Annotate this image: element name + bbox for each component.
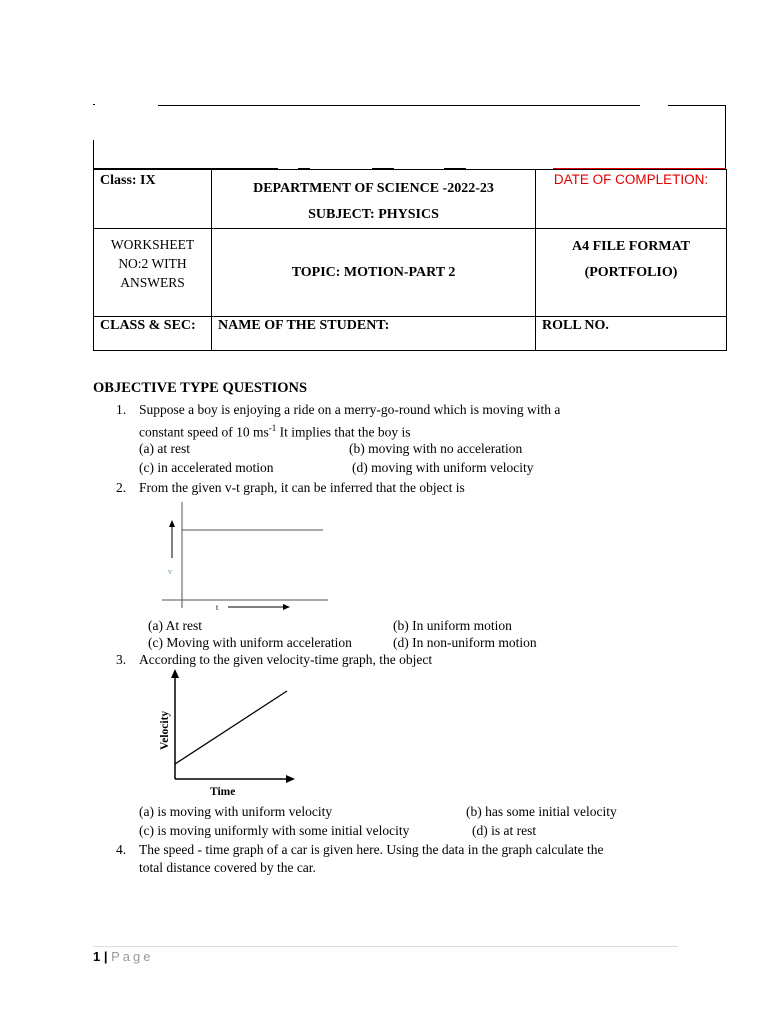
top-rule-left-mark [93, 104, 95, 105]
page-separator: | [103, 949, 108, 964]
page-number: 1 [93, 949, 101, 964]
page-word: Page [111, 949, 154, 964]
question-4-number: 4. [116, 842, 127, 857]
class-cell [94, 170, 212, 229]
class-sec-cell [94, 317, 212, 351]
graph-2-y-arrowhead [169, 520, 175, 527]
student-name-label: NAME OF THE STUDENT: [218, 318, 390, 333]
question-3-text: According to the given velocity-time graph, the object [139, 652, 433, 667]
frame-right-edge [725, 105, 726, 169]
worksheet-cell [94, 229, 212, 317]
department-cell [212, 170, 536, 229]
page-footer [93, 949, 154, 964]
worksheet-label: WORKSHEET NO:2 WITH ANSWERS [110, 237, 195, 290]
graph-2-y-label: v [168, 567, 172, 576]
question-1-option-a: (a) at rest [139, 441, 190, 456]
question-1-option-b: (b) moving with no acceleration [349, 441, 523, 456]
date-cell [536, 170, 727, 229]
question-2-option-c: (c) Moving with uniform acceleration [148, 635, 352, 650]
question-1-line2-a: constant speed of 10 ms [139, 424, 269, 440]
question-2-option-d: (d) In non-uniform motion [393, 635, 537, 650]
top-rule-right [668, 105, 726, 106]
vt-graph-constant [160, 500, 340, 615]
roll-no-label: ROLL NO. [542, 318, 609, 333]
vt-graph-linear [150, 668, 300, 802]
question-1-line1: Suppose a boy is enjoying a ride on a merry-go-round which is moving with a [139, 402, 561, 417]
question-2-option-b: (b) In uniform motion [393, 618, 512, 633]
question-4-line1: The speed - time graph of a car is given here. Using the data in the graph calculate the [139, 842, 604, 857]
graph-3-y-label: Velocity [159, 710, 171, 750]
question-3-option-c: (c) is moving uniformly with some initial velocity [139, 823, 410, 838]
roll-no-cell [536, 317, 727, 351]
top-rule [158, 105, 640, 106]
question-1-line2-sup: -1 [268, 423, 277, 433]
question-3-option-d: (d) is at rest [472, 823, 537, 838]
question-1-option-c: (c) in accelerated motion [139, 460, 274, 475]
graph-3-x-label: Time [210, 786, 236, 798]
question-3-number: 3. [116, 652, 127, 667]
question-4-line2: total distance covered by the car. [139, 860, 316, 875]
class-label: Class: IX [100, 173, 156, 188]
topic-label: TOPIC: MOTION-PART 2 [291, 264, 456, 280]
question-2-number: 2. [116, 480, 127, 495]
format-cell [536, 229, 727, 317]
header-table [93, 169, 727, 351]
date-of-completion: DATE OF COMPLETION: [553, 172, 709, 187]
frame-left-edge [93, 140, 94, 170]
graph-2-x-arrowhead [283, 604, 290, 610]
question-3-option-a: (a) is moving with uniform velocity [139, 804, 333, 819]
file-format-label: A4 FILE FORMAT [572, 239, 690, 254]
section-title: OBJECTIVE TYPE QUESTIONS [93, 380, 308, 396]
graph-3-x-arrowhead [286, 775, 295, 783]
question-1-number: 1. [116, 402, 127, 417]
question-1-option-d: (d) moving with uniform velocity [352, 460, 534, 475]
footer-rule [93, 946, 678, 947]
question-3-option-b: (b) has some initial velocity [466, 804, 617, 819]
department-title: DEPARTMENT OF SCIENCE -2022-23 [253, 181, 494, 196]
graph-3-y-arrowhead [171, 669, 179, 678]
question-1-line2-b: It implies that the boy is [276, 424, 411, 440]
class-sec-label: CLASS & SEC: [100, 318, 196, 333]
portfolio-label: (PORTFOLIO) [584, 265, 678, 280]
graph-2-x-label: t [216, 603, 219, 612]
question-2-text: From the given v-t graph, it can be inferred that the object is [139, 480, 465, 495]
student-name-cell [212, 317, 536, 351]
subject-title: SUBJECT: PHYSICS [308, 207, 439, 222]
topic-cell [212, 229, 536, 317]
graph-3-data-line [175, 691, 287, 764]
question-2-option-a: (a) At rest [148, 618, 202, 633]
